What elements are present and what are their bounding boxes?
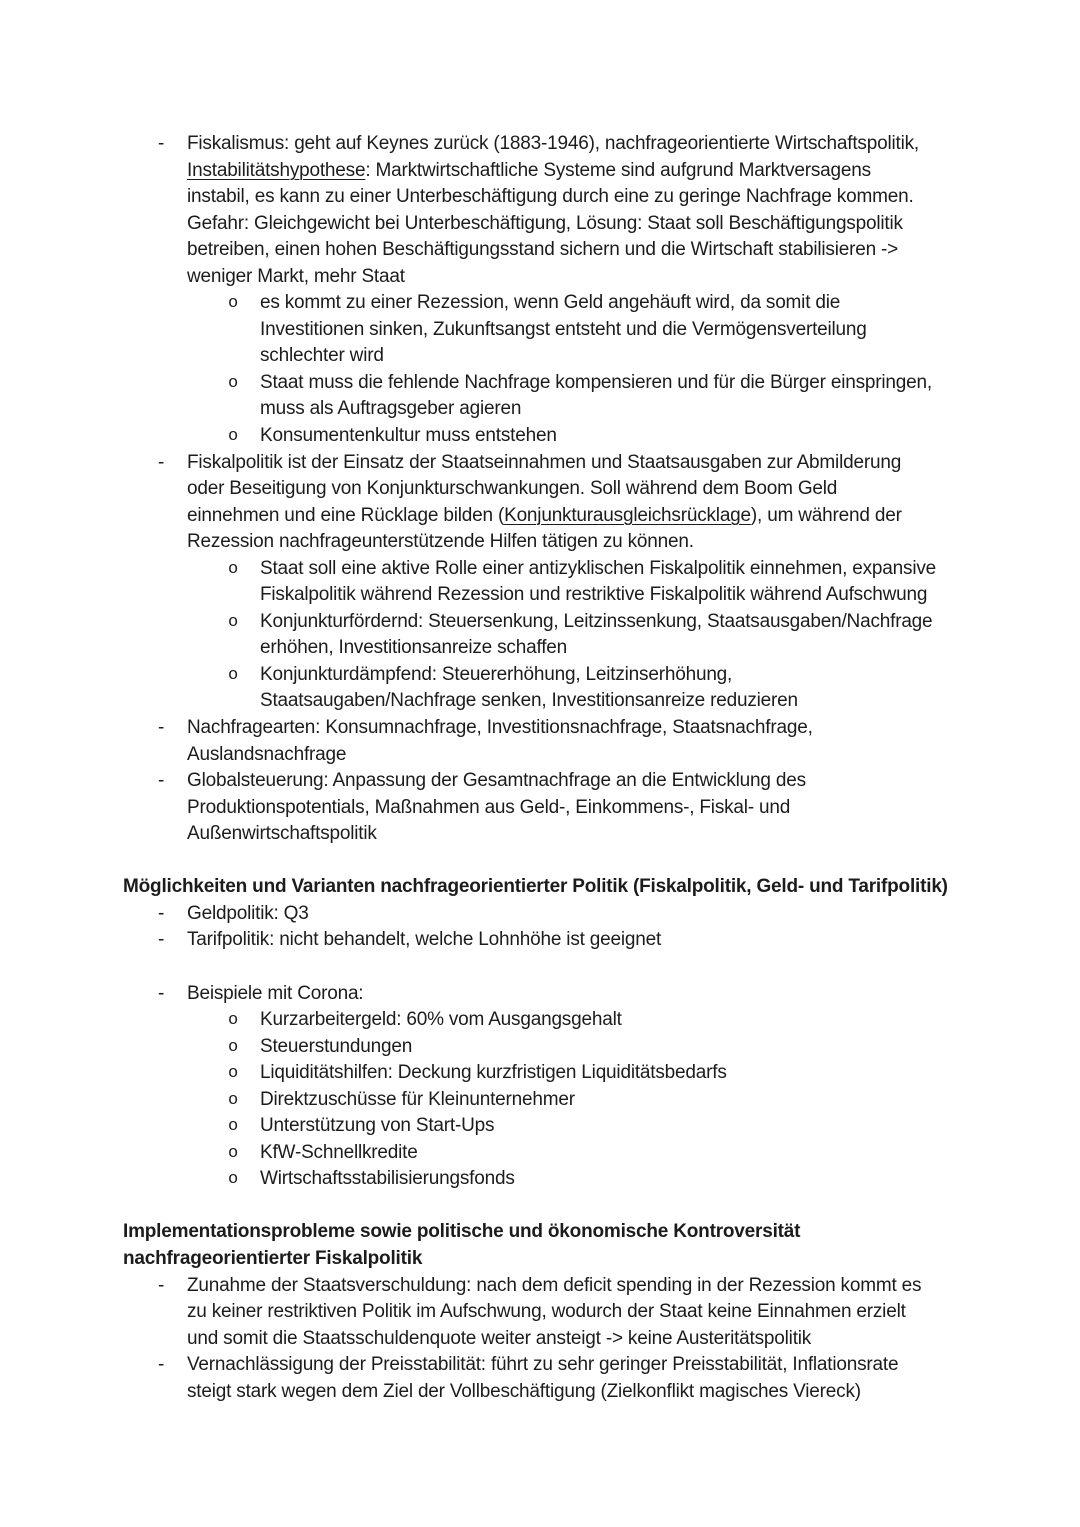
- text-segment: Globalsteuerung: Anpassung der Gesamtnachfrage an die Entwicklung des: [187, 770, 806, 792]
- text-line: [187, 158, 1080, 185]
- text-line: [260, 1034, 1080, 1061]
- text-line: [260, 1113, 1080, 1140]
- text-line: [260, 423, 1080, 450]
- text-segment: Möglichkeiten und Varianten nachfrageorientierter Politik (Fiskalpolitik, Geld- und Tarifpolitik): [123, 876, 948, 898]
- text-line: [187, 503, 1080, 530]
- text-segment: KfW-Schnellkredite: [260, 1141, 418, 1163]
- text-segment: Staat muss die fehlende Nachfrage kompensieren und für die Bürger einspringen,: [260, 371, 932, 393]
- text-segment: Implementationsprobleme sowie politische und ökonomische Kontroversität: [123, 1221, 801, 1243]
- text-line: [260, 1060, 1080, 1087]
- text-segment: Kurzarbeitergeld: 60% vom Ausgangsgehalt: [260, 1009, 622, 1031]
- text-segment: Staatsaugaben/Nachfrage senken, Investitionsanreize reduzieren: [260, 690, 798, 712]
- circle-bullet-marker: o: [228, 294, 239, 314]
- text-segment: Fiskalpolitik ist der Einsatz der Staatseinnahmen und Staatsausgaben zur Abmilderung: [187, 451, 902, 473]
- blank-line: [0, 848, 1080, 875]
- text-line: [260, 343, 1080, 370]
- list-item: [0, 715, 1080, 768]
- sub-list-item: [0, 1166, 1080, 1193]
- text-line: [187, 742, 1080, 769]
- dash-bullet-marker: -: [158, 717, 165, 739]
- text-segment: Rezession nachfrageunterstützende Hilfen tätigen zu können.: [187, 531, 694, 553]
- text-segment: Außenwirtschaftspolitik: [187, 823, 377, 845]
- text-line: [123, 1219, 1080, 1246]
- circle-bullet-marker: o: [228, 665, 239, 685]
- text-line: [260, 1166, 1080, 1193]
- text-segment: Konjunkturfördernd: Steuersenkung, Leitzinssenkung, Staatsausgaben/Nachfrage: [260, 610, 933, 632]
- text-line: [187, 927, 1080, 954]
- text-line: [123, 1246, 1080, 1273]
- text-line: [187, 450, 1080, 477]
- text-line: [187, 529, 1080, 556]
- circle-bullet-marker: o: [228, 612, 239, 632]
- section-heading: [123, 1219, 1080, 1272]
- sub-list-item: [0, 1140, 1080, 1167]
- list-item: [0, 901, 1080, 928]
- text-line: [260, 635, 1080, 662]
- text-line: [187, 476, 1080, 503]
- circle-bullet-marker: o: [228, 1011, 239, 1031]
- text-line: [187, 237, 1080, 264]
- text-line: [260, 1007, 1080, 1034]
- underlined-term: Instabilitätshypothese: [187, 159, 366, 181]
- text-segment: Fiskalpolitik während Rezession und restriktive Fiskalpolitik während Aufschwung: [260, 584, 928, 606]
- text-segment: muss als Auftragsgeber agieren: [260, 398, 522, 420]
- text-segment: Direktzuschüsse für Kleinunternehmer: [260, 1088, 575, 1110]
- text-segment: Liquiditätshilfen: Deckung kurzfristigen Liquiditätsbedarfs: [260, 1062, 727, 1084]
- list-item: [0, 450, 1080, 556]
- text-segment: zu keiner restriktiven Politik im Aufschwung, wodurch der Staat keine Einnahmen erzielt: [187, 1301, 906, 1323]
- list-item: [0, 1273, 1080, 1353]
- text-segment: Wirtschaftsstabilisierungsfonds: [260, 1168, 515, 1190]
- dash-bullet-marker: -: [158, 451, 165, 473]
- list-item: [0, 768, 1080, 848]
- text-segment: Staat soll eine aktive Rolle einer antizyklischen Fiskalpolitik einnehmen, expansive: [260, 557, 937, 579]
- text-segment: Konjunkturdämpfend: Steuererhöhung, Leitzinserhöhung,: [260, 663, 733, 685]
- text-line: [260, 290, 1080, 317]
- text-segment: oder Beseitigung von Konjunkturschwankungen. Soll während dem Boom Geld: [187, 478, 838, 500]
- text-line: [123, 874, 1080, 901]
- text-segment: Konsumentenkultur muss entstehen: [260, 425, 557, 447]
- sub-list-item: [0, 609, 1080, 662]
- dash-bullet-marker: -: [158, 770, 165, 792]
- text-segment: Produktionspotentials, Maßnahmen aus Geld-, Einkommens-, Fiskal- und: [187, 796, 791, 818]
- text-line: [260, 688, 1080, 715]
- text-line: [187, 1326, 1080, 1353]
- text-line: [260, 582, 1080, 609]
- text-line: [187, 131, 1080, 158]
- list-item: [0, 981, 1080, 1008]
- circle-bullet-marker: o: [228, 1037, 239, 1057]
- text-line: [260, 396, 1080, 423]
- text-segment: schlechter wird: [260, 345, 384, 367]
- sub-list-item: [0, 1060, 1080, 1087]
- text-line: [187, 184, 1080, 211]
- text-segment: Unterstützung von Start-Ups: [260, 1115, 495, 1137]
- text-segment: Steuerstundungen: [260, 1035, 413, 1057]
- text-line: [187, 768, 1080, 795]
- list-item: [0, 927, 1080, 954]
- text-segment: Auslandsnachfrage: [187, 743, 347, 765]
- text-line: [260, 1087, 1080, 1114]
- text-segment: weniger Markt, mehr Staat: [187, 265, 405, 287]
- dash-bullet-marker: -: [158, 133, 165, 154]
- section-heading: [123, 874, 1080, 901]
- dash-bullet-marker: -: [158, 1354, 165, 1376]
- sub-list-item: [0, 290, 1080, 370]
- text-segment: Vernachlässigung der Preisstabilität: führt zu sehr geringer Preisstabilität, Inflationsrate: [187, 1354, 899, 1376]
- text-segment: und somit die Staatsschuldenquote weiter ansteigt -> keine Austeritätspolitik: [187, 1327, 812, 1349]
- list-item: [0, 131, 1080, 290]
- text-line: [187, 1273, 1080, 1300]
- text-line: [260, 609, 1080, 636]
- text-segment: es kommt zu einer Rezession, wenn Geld angehäuft wird, da somit die: [260, 292, 841, 314]
- text-segment: erhöhen, Investitionsanreize schaffen: [260, 637, 568, 659]
- text-line: [187, 715, 1080, 742]
- text-line: [187, 795, 1080, 822]
- text-segment: Investitionen sinken, Zukunftsangst entsteht und die Vermögensverteilung: [260, 318, 867, 340]
- text-segment: Tarifpolitik: nicht behandelt, welche Lohnhöhe ist geeignet: [187, 929, 662, 951]
- text-segment: betreiben, einen hohen Beschäftigungsstand sichern und die Wirtschaft stabilisieren ->: [187, 239, 899, 261]
- text-segment: Geldpolitik: Q3: [187, 902, 309, 924]
- circle-bullet-marker: o: [228, 1090, 239, 1110]
- text-line: [187, 1379, 1080, 1406]
- text-segment: : Marktwirtschaftliche Systeme sind aufgrund Marktversagens: [365, 159, 871, 181]
- text-segment: instabil, es kann zu einer Unterbeschäftigung durch eine zu geringe Nachfrage kommen.: [187, 186, 914, 208]
- text-segment: Beispiele mit Corona:: [187, 982, 364, 1004]
- circle-bullet-marker: o: [228, 1117, 239, 1137]
- sub-list-item: [0, 1034, 1080, 1061]
- text-segment: steigt stark wegen dem Ziel der Vollbeschäftigung (Zielkonflikt magisches Viereck): [187, 1380, 861, 1402]
- text-line: [187, 1352, 1080, 1379]
- circle-bullet-marker: o: [228, 1170, 239, 1190]
- sub-list-item: [0, 1113, 1080, 1140]
- circle-bullet-marker: o: [228, 559, 239, 579]
- text-segment: Nachfragearten: Konsumnachfrage, Investitionsnachfrage, Staatsnachfrage,: [187, 717, 813, 739]
- text-line: [187, 1299, 1080, 1326]
- text-segment: nachfrageorientierter Fiskalpolitik: [123, 1247, 423, 1269]
- text-line: [187, 264, 1080, 291]
- circle-bullet-marker: o: [228, 1064, 239, 1084]
- circle-bullet-marker: o: [228, 427, 239, 447]
- dash-bullet-marker: -: [158, 902, 165, 924]
- sub-list-item: [0, 556, 1080, 609]
- text-line: [260, 317, 1080, 344]
- text-segment: Gefahr: Gleichgewicht bei Unterbeschäftigung, Lösung: Staat soll Beschäftigungspolitik: [187, 212, 903, 234]
- text-line: [260, 662, 1080, 689]
- text-segment: Fiskalismus: geht auf Keynes zurück (1883-1946), nachfrageorientierte Wirtschaftspolitik,: [187, 133, 919, 154]
- blank-line: [0, 1193, 1080, 1220]
- document-content: [0, 131, 1080, 1405]
- circle-bullet-marker: o: [228, 1143, 239, 1163]
- text-line: [260, 370, 1080, 397]
- sub-list-item: [0, 1087, 1080, 1114]
- text-line: [187, 211, 1080, 238]
- dash-bullet-marker: -: [158, 1274, 165, 1296]
- sub-list-item: [0, 370, 1080, 423]
- text-segment: ), um während der: [750, 504, 902, 526]
- circle-bullet-marker: o: [228, 373, 239, 393]
- text-segment: Zunahme der Staatsverschuldung: nach dem deficit spending in der Rezession kommt es: [187, 1274, 922, 1296]
- text-line: [260, 556, 1080, 583]
- underlined-term: Konjunkturausgleichsrücklage: [504, 504, 751, 526]
- blank-line: [0, 954, 1080, 981]
- dash-bullet-marker: -: [158, 929, 165, 951]
- text-line: [260, 1140, 1080, 1167]
- text-line: [187, 821, 1080, 848]
- sub-list-item: [0, 423, 1080, 450]
- list-item: [0, 1352, 1080, 1405]
- dash-bullet-marker: -: [158, 982, 165, 1004]
- text-line: [187, 901, 1080, 928]
- text-segment: einnehmen und eine Rücklage bilden (: [187, 504, 505, 526]
- sub-list-item: [0, 1007, 1080, 1034]
- text-line: [187, 981, 1080, 1008]
- sub-list-item: [0, 662, 1080, 715]
